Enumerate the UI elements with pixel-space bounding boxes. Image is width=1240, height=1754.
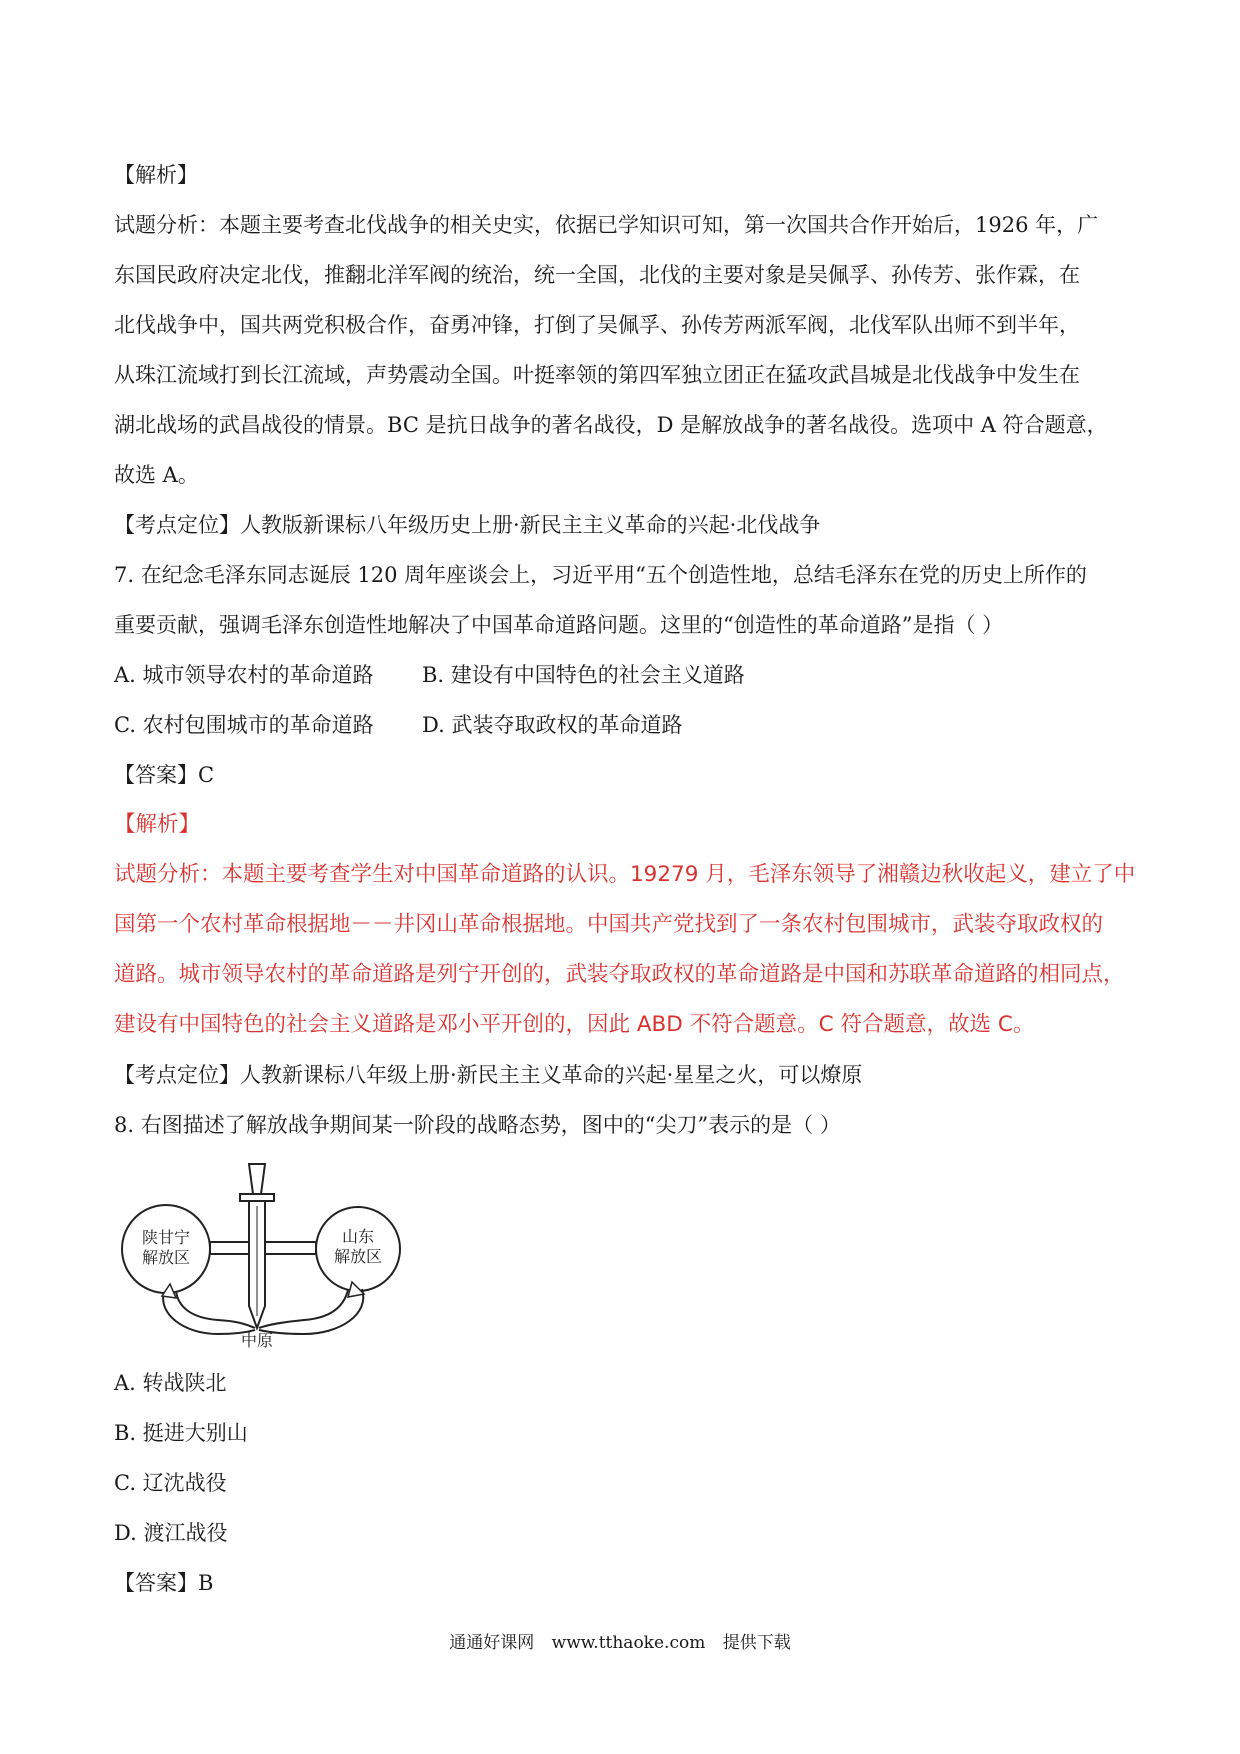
q8-stem: 8. 右图描述了解放战争期间某一阶段的战略态势，图中的“尖刀”表示的是（ ） [114, 1113, 841, 1137]
q8-option-d: D. 渡江战役 [114, 1521, 228, 1545]
left-region-label-2: 解放区 [141, 1248, 191, 1267]
q8-answer: 【答案】B [114, 1571, 214, 1595]
q8-option-c: C. 辽沈战役 [114, 1471, 227, 1495]
page-footer [0, 1628, 1240, 1653]
q6-analysis-heading: 【解析】 [114, 163, 198, 187]
q7-analysis-line: 建设有中国特色的社会主义道路是邓小平开创的，因此 ABD 不符合题意。C 符合题意，故选 C。 [114, 1012, 1035, 1037]
q6-analysis-line: 试题分析：本题主要考查北伐战争的相关史实，依据已学知识可知，第一次国共合作开始后，1926 年，广 [114, 213, 1099, 237]
q7-option-b: B. 建设有中国特色的社会主义道路 [422, 663, 745, 687]
center-region-label: 中原 [240, 1331, 274, 1348]
left-region-label-1: 陕甘宁 [141, 1228, 191, 1247]
footer-site-name: 通通好课网 [449, 1633, 535, 1653]
q7-analysis-line: 国第一个农村革命根据地－－井冈山革命根据地。中国共产党找到了一条农村包围城市，武装夺取政权的 [114, 912, 1104, 937]
right-region-label-2: 解放区 [333, 1247, 383, 1266]
footer-url[interactable]: www.tthaoke.com [551, 1633, 706, 1653]
q7-analysis-line: 道路。城市领导农村的革命道路是列宁开创的，武装夺取政权的革命道路是中国和苏联革命道路的相同点， [114, 962, 1125, 987]
q6-analysis-line: 从珠江流域打到长江流域，声势震动全国。叶挺率领的第四军独立团正在猛攻武昌城是北伐战争中发生在 [114, 363, 1080, 387]
q8-option-a: A. 转战陕北 [114, 1371, 227, 1395]
q7-stem-line: 重要贡献，强调毛泽东创造性地解决了中国革命道路问题。这里的“创造性的革命道路”是指（ ） [114, 613, 1004, 637]
q7-analysis-heading: 【解析】 [114, 812, 201, 837]
q7-analysis-line: 试题分析：本题主要考查学生对中国革命道路的认识。19279 月，毛泽东领导了湘赣边秋收起义，建立了中 [114, 862, 1136, 887]
q6-analysis-line: 北伐战争中，国共两党积极合作，奋勇冲锋，打倒了吴佩孚、孙传芳两派军阀，北伐军队出师不到半年， [114, 313, 1080, 337]
q7-stem-line: 7. 在纪念毛泽东同志诞辰 120 周年座谈会上，习近平用“五个创造性地，总结毛泽东在党的历史上所作的 [114, 563, 1087, 587]
q8-option-b: B. 挺进大别山 [114, 1421, 248, 1445]
q7-option-c: C. 农村包围城市的革命道路 [114, 713, 374, 737]
document-page [114, 150, 1134, 1608]
q6-kaodian: 【考点定位】人教版新课标八年级历史上册·新民主主义革命的兴起·北伐战争 [114, 513, 821, 537]
strategy-map-figure [118, 1156, 403, 1348]
q7-option-d: D. 武装夺取政权的革命道路 [422, 713, 683, 737]
q6-analysis-line: 湖北战场的武昌战役的情景。BC 是抗日战争的著名战役，D 是解放战争的著名战役。选项中 A 符合题意， [114, 413, 1108, 437]
q7-options-row-1 [114, 650, 1134, 700]
q6-analysis-line: 故选 A。 [114, 463, 199, 487]
footer-suffix: 提供下载 [722, 1633, 791, 1653]
q7-kaodian: 【考点定位】人教新课标八年级上册·新民主主义革命的兴起·星星之火，可以燎原 [114, 1063, 863, 1087]
right-region-label-1: 山东 [341, 1227, 375, 1246]
q7-option-a: A. 城市领导农村的革命道路 [114, 663, 374, 687]
q6-analysis-line: 东国民政府决定北伐，推翻北洋军阀的统治，统一全国，北伐的主要对象是吴佩孚、孙传芳、张作霖，在 [114, 263, 1080, 287]
q7-options-row-2 [114, 700, 1134, 750]
q7-answer: 【答案】C [114, 763, 215, 787]
